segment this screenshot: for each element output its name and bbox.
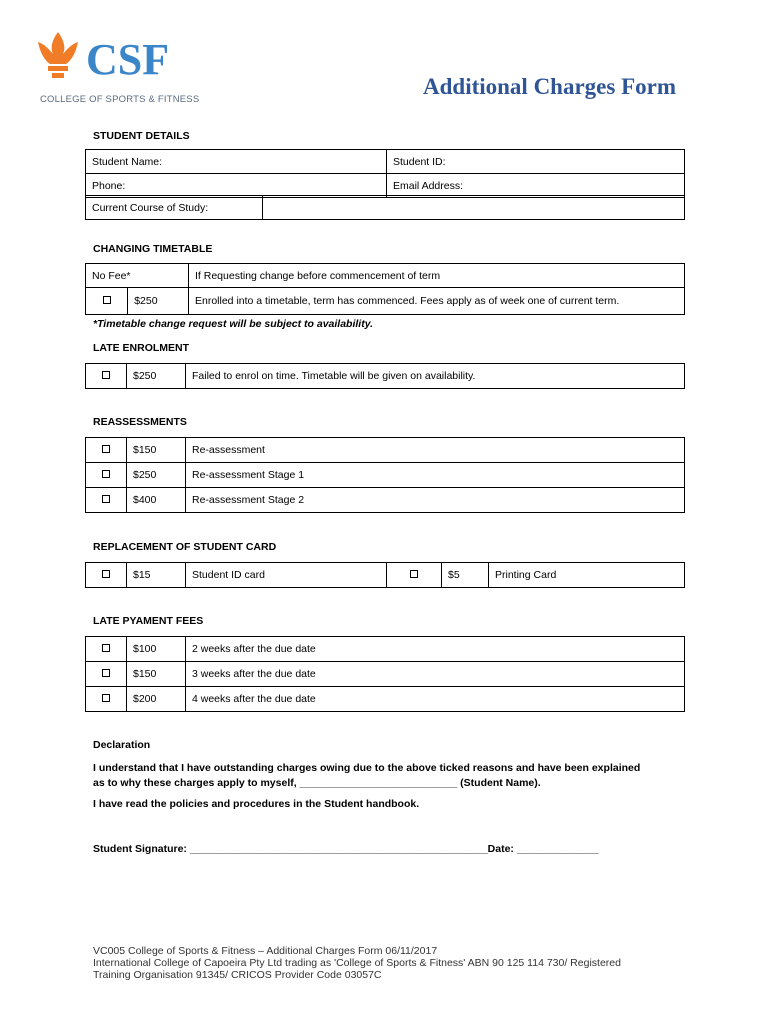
footer-line: International College of Capoeira Pty Ltd trading as 'College of Sports & Fitness' ABN 90 125 114 730/ Registered (93, 957, 621, 969)
desc: Re-assessment Stage 2 (186, 488, 685, 513)
footer (93, 945, 693, 981)
price: $400 (127, 488, 186, 513)
price: $150 (127, 438, 186, 463)
late-payment-title: LATE PYAMENT FEES (93, 615, 204, 627)
signature-line[interactable]: Student Signature: ___________________________________________________Date: ______________ (93, 843, 599, 855)
desc: Failed to enrol on time. Timetable will be given on availability. (186, 364, 685, 389)
price: $250 (128, 288, 189, 315)
reassessments-table (85, 437, 685, 513)
desc: Printing Card (489, 563, 685, 588)
late-enrolment-table (85, 363, 685, 389)
declaration-handbook-text: I have read the policies and procedures in the Student handbook. (93, 798, 420, 810)
reassessment-checkbox[interactable] (86, 488, 127, 513)
changing-timetable-table (85, 263, 685, 315)
desc: 3 weeks after the due date (186, 662, 685, 687)
student-id-field[interactable]: Student ID: (387, 150, 685, 174)
reassessments-title: REASSESSMENTS (93, 416, 187, 428)
reassessment-checkbox[interactable] (86, 463, 127, 488)
desc: Re-assessment (186, 438, 685, 463)
reassessment-checkbox[interactable] (86, 438, 127, 463)
late-enrolment-title: LATE ENROLMENT (93, 342, 190, 354)
desc: 4 weeks after the due date (186, 687, 685, 712)
student-details-table (85, 149, 685, 198)
email-field[interactable]: Email Address: (387, 174, 685, 198)
declaration-text: I understand that I have outstanding charges owing due to the above ticked reasons and have been explained as to why these charges apply to myself, ___________________________ (Student Name). (93, 762, 641, 789)
price: $15 (127, 563, 186, 588)
price: $250 (127, 463, 186, 488)
late-payment-checkbox[interactable] (86, 687, 127, 712)
student-details-title: STUDENT DETAILS (93, 130, 190, 142)
late-enrolment-checkbox[interactable] (86, 364, 127, 389)
student-id-card-checkbox[interactable] (86, 563, 127, 588)
form-title: Additional Charges Form (423, 74, 676, 99)
desc: Enrolled into a timetable, term has commenced. Fees apply as of week one of current term. (189, 288, 685, 315)
logo-subtitle: COLLEGE OF SPORTS & FITNESS (40, 94, 200, 105)
declaration-title: Declaration (93, 739, 151, 751)
changing-timetable-title: CHANGING TIMETABLE (93, 243, 213, 255)
no-fee-label: No Fee* (86, 264, 189, 288)
desc: Student ID card (186, 563, 387, 588)
flame-icon (38, 32, 78, 78)
logo-letters: CSF (86, 35, 170, 84)
price: $200 (127, 687, 186, 712)
course-table (85, 195, 685, 220)
footer-line: Training Organisation 91345/ CRICOS Provider Code 03057C (93, 969, 382, 981)
student-name-field[interactable]: Student Name: (86, 150, 387, 174)
course-label: Current Course of Study: (86, 196, 263, 220)
price: $100 (127, 637, 186, 662)
printing-card-checkbox[interactable] (387, 563, 442, 588)
phone-field[interactable]: Phone: (86, 174, 387, 198)
replacement-card-table (85, 562, 685, 588)
price: $5 (442, 563, 489, 588)
desc: 2 weeks after the due date (186, 637, 685, 662)
late-payment-checkbox[interactable] (86, 662, 127, 687)
late-payment-table (85, 636, 685, 712)
footer-line: VC005 College of Sports & Fitness – Additional Charges Form 06/11/2017 (93, 945, 438, 957)
no-fee-desc: If Requesting change before commencement of term (189, 264, 685, 288)
replacement-card-title: REPLACEMENT OF STUDENT CARD (93, 541, 277, 553)
price: $250 (127, 364, 186, 389)
late-payment-checkbox[interactable] (86, 637, 127, 662)
desc: Re-assessment Stage 1 (186, 463, 685, 488)
course-field[interactable] (263, 196, 685, 220)
timetable-checkbox[interactable] (86, 288, 128, 315)
timetable-note: *Timetable change request will be subject to availability. (93, 318, 374, 330)
price: $150 (127, 662, 186, 687)
